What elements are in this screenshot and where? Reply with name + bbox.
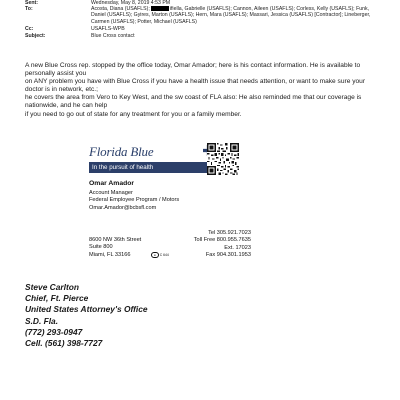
subject-value: Blue Cross contact	[91, 33, 135, 39]
to-value-part2: ifiella, Gabrielle (USAFLS); Cannon, Aileen (USAFLS); Corless, Kelly (USAFLS); Funk, Daniel (USAFLS); Gyires, Marton (USAFLS); Hern, Mara (USAFLS); Massari, Jessica (USAFLS) [Contractor]; Lineberger, Carmen (USAFLS); Potter, Michael (USAFLS)	[91, 6, 371, 25]
body-line: doctor is in network, etc.;	[25, 86, 98, 94]
business-card	[85, 140, 265, 272]
email-signature	[25, 282, 148, 349]
card-contact-name: Omar Amador	[89, 180, 135, 187]
card-email: Omar.Amador@bcbsfl.com	[89, 204, 157, 211]
signature-line: (772) 293-0947	[25, 326, 83, 337]
body-line: nationwide, and he can help	[25, 102, 108, 110]
card-fax: Fax 904.301.1953	[205, 252, 251, 259]
florida-blue-logo: Florida Blue	[89, 144, 154, 159]
signature-line: United States Attorney's Office	[25, 304, 148, 315]
to-recipients	[91, 6, 376, 25]
sent-label: Sent:	[25, 0, 38, 6]
signature-line: S.D. Fla.	[25, 315, 59, 326]
to-label: To:	[25, 6, 33, 12]
cc-label: Cc:	[25, 26, 34, 32]
card-tollfree: Toll Free 800.955.7635	[193, 237, 251, 244]
body-line: personally assist you	[25, 70, 87, 78]
union-label	[151, 252, 169, 258]
card-address	[89, 237, 141, 259]
signature-line: Chief, Ft. Pierce	[25, 293, 89, 304]
card-address-line: Miami, FL 33166	[89, 251, 131, 258]
card-program: Federal Employee Program / Motors	[89, 197, 180, 204]
card-title: Account Manager	[89, 190, 133, 196]
card-tel: Tel 305.921.7023	[208, 230, 251, 236]
card-details	[89, 190, 179, 212]
cc-value: USAFLS-WPB	[91, 26, 125, 32]
subject-label: Subject:	[25, 33, 46, 39]
signature-line: Steve Carlton	[25, 282, 79, 292]
union-label-text: C 644	[159, 253, 169, 257]
signature-line: Cell. (561) 398-7727	[25, 338, 103, 349]
email-body	[25, 62, 380, 119]
card-address-line: Suite 800	[89, 244, 113, 251]
union-bug-icon: ●	[151, 252, 159, 258]
qr-code-icon	[207, 143, 239, 175]
sent-value: Wednesday, May 8, 2019 4:53 PM	[91, 0, 171, 6]
card-address-line: 8600 NW 36th Street	[89, 237, 142, 243]
card-phone-numbers	[194, 230, 251, 260]
tagline-bar: In the pursuit of health	[89, 162, 210, 173]
body-line: A new Blue Cross rep. stopped by the office today, Omar Amador; here is his contact information. He is available to	[25, 62, 361, 69]
body-line: if you need to go out of state for any treatment for you or a family member.	[25, 110, 242, 118]
to-value-part1: Acosta, Diana (USAFLS);	[91, 6, 150, 12]
card-ext: Ext. 17023	[224, 244, 251, 251]
body-line: he covers the area from Vero to Key West, and the sw coast of FLA also: He also reminded me that our coverage is	[25, 94, 362, 102]
redaction-block	[151, 6, 169, 11]
body-line: on ANY problem you have with Blue Cross if you have a health issue that needs attention, or want to make sure your	[25, 78, 366, 86]
